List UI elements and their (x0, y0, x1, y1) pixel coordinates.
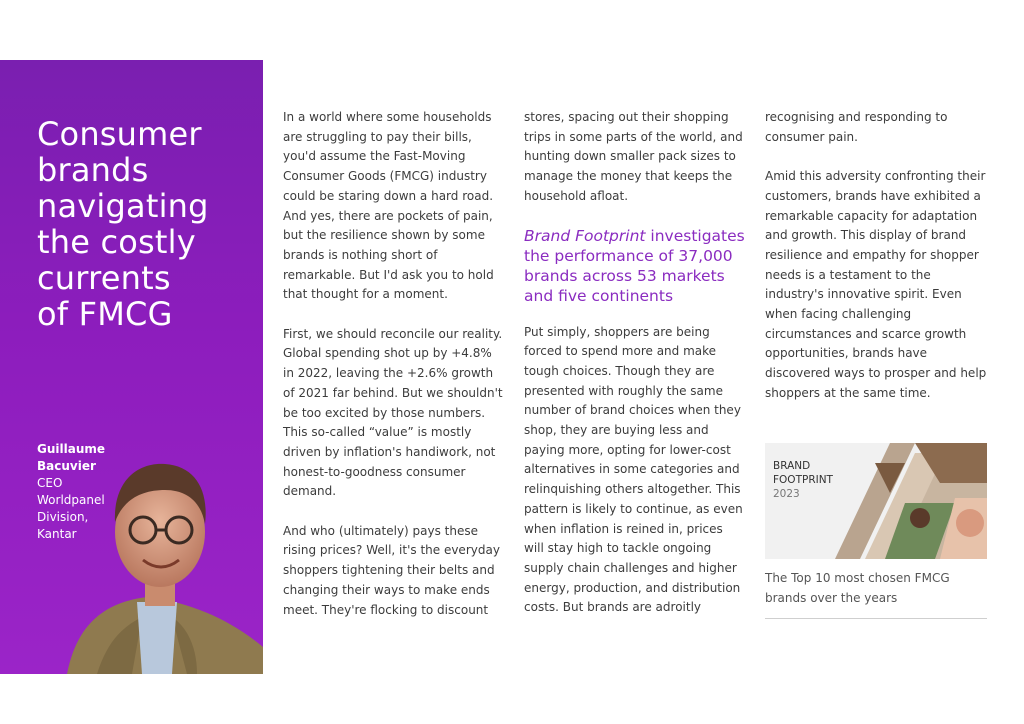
article-column-1 (283, 108, 505, 620)
title-line: currents (37, 259, 171, 297)
paragraph: Put simply, shoppers are being forced to spend more and make tough choices. Though they are presented with roughly the same number of brand choices when they shop, they are buying less and paying more, opting for lower-cost alternatives in some categories and relinquishing others altogether. This pattern is likely to continue, as even when inflation is reined in, prices will stay high to tackle ongoing supply chain challenges and higher energy, production, and distribution costs. But brands are adroitly (524, 324, 743, 615)
article-column-3 (765, 108, 987, 404)
paragraph: Amid this adversity confronting their customers, brands have exhibited a remarkable capacity for adaptation and growth. This display of brand resilience and empathy for shopper needs is a testament to the industry's innovative spirit. Even when facing challenging circumstances and scarce growth opportunities, brands have discovered ways to prosper and help shoppers at the same time. (765, 169, 987, 400)
article-column-2 (524, 108, 746, 618)
sidebar-panel (0, 60, 263, 674)
title-line: of FMCG (37, 295, 173, 333)
title-line: brands (37, 151, 149, 189)
paragraph: And who (ultimately) pays these rising prices? Well, it's the everyday shoppers tightening their belts and changing their ways to make ends meet. They're flocking to discount (283, 523, 500, 617)
title-line: Consumer (37, 115, 202, 153)
brand-footprint-thumbnail[interactable] (765, 443, 987, 559)
thumbnail-year: 2023 (773, 488, 800, 500)
thumbnail-label (773, 459, 833, 501)
article-title (37, 116, 257, 332)
author-name-last: Bacuvier (37, 459, 96, 473)
pull-quote-text: investigates the performance of 37,000 brands across 53 markets and five continents (524, 226, 745, 305)
thumbnail-label-line1: BRAND (773, 460, 811, 472)
paragraph: First, we should reconcile our reality. Global spending shot up by +4.8% in 2022, leaving the +2.6% growth of 2021 far behind. But we shouldn't be too excited by those numbers. This so-called “value” is mostly driven by inflation's handiwork, not honest-to-goodness consumer demand. (283, 326, 503, 499)
paragraph: In a world where some households are struggling to pay their bills, you'd assume the Fast-Moving Consumer Goods (FMCG) industry could be staring down a hard road. And yes, there are pockets of pain, but the resilience shown by some brands is nothing short of remarkable. But I'd ask you to hold that thought for a moment. (283, 110, 494, 302)
pull-quote (524, 226, 746, 306)
thumbnail-caption: The Top 10 most chosen FMCG brands over the years (765, 569, 987, 619)
title-line: navigating (37, 187, 209, 225)
title-line: the costly (37, 223, 196, 261)
pull-quote-emphasis: Brand Footprint (524, 226, 646, 245)
paragraph: stores, spacing out their shopping trips in some parts of the world, and hunting down smaller pack sizes to manage the money that keeps the household afloat. (524, 110, 743, 203)
author-name-first: Guillaume (37, 442, 106, 456)
author-role: Worldpanel (37, 493, 105, 507)
author-byline (37, 441, 137, 543)
author-role: Division, (37, 510, 89, 524)
author-role: CEO (37, 476, 63, 490)
author-role: Kantar (37, 527, 77, 541)
thumbnail-label-line2: FOOTPRINT (773, 474, 833, 486)
paragraph: recognising and responding to consumer pain. (765, 110, 948, 144)
